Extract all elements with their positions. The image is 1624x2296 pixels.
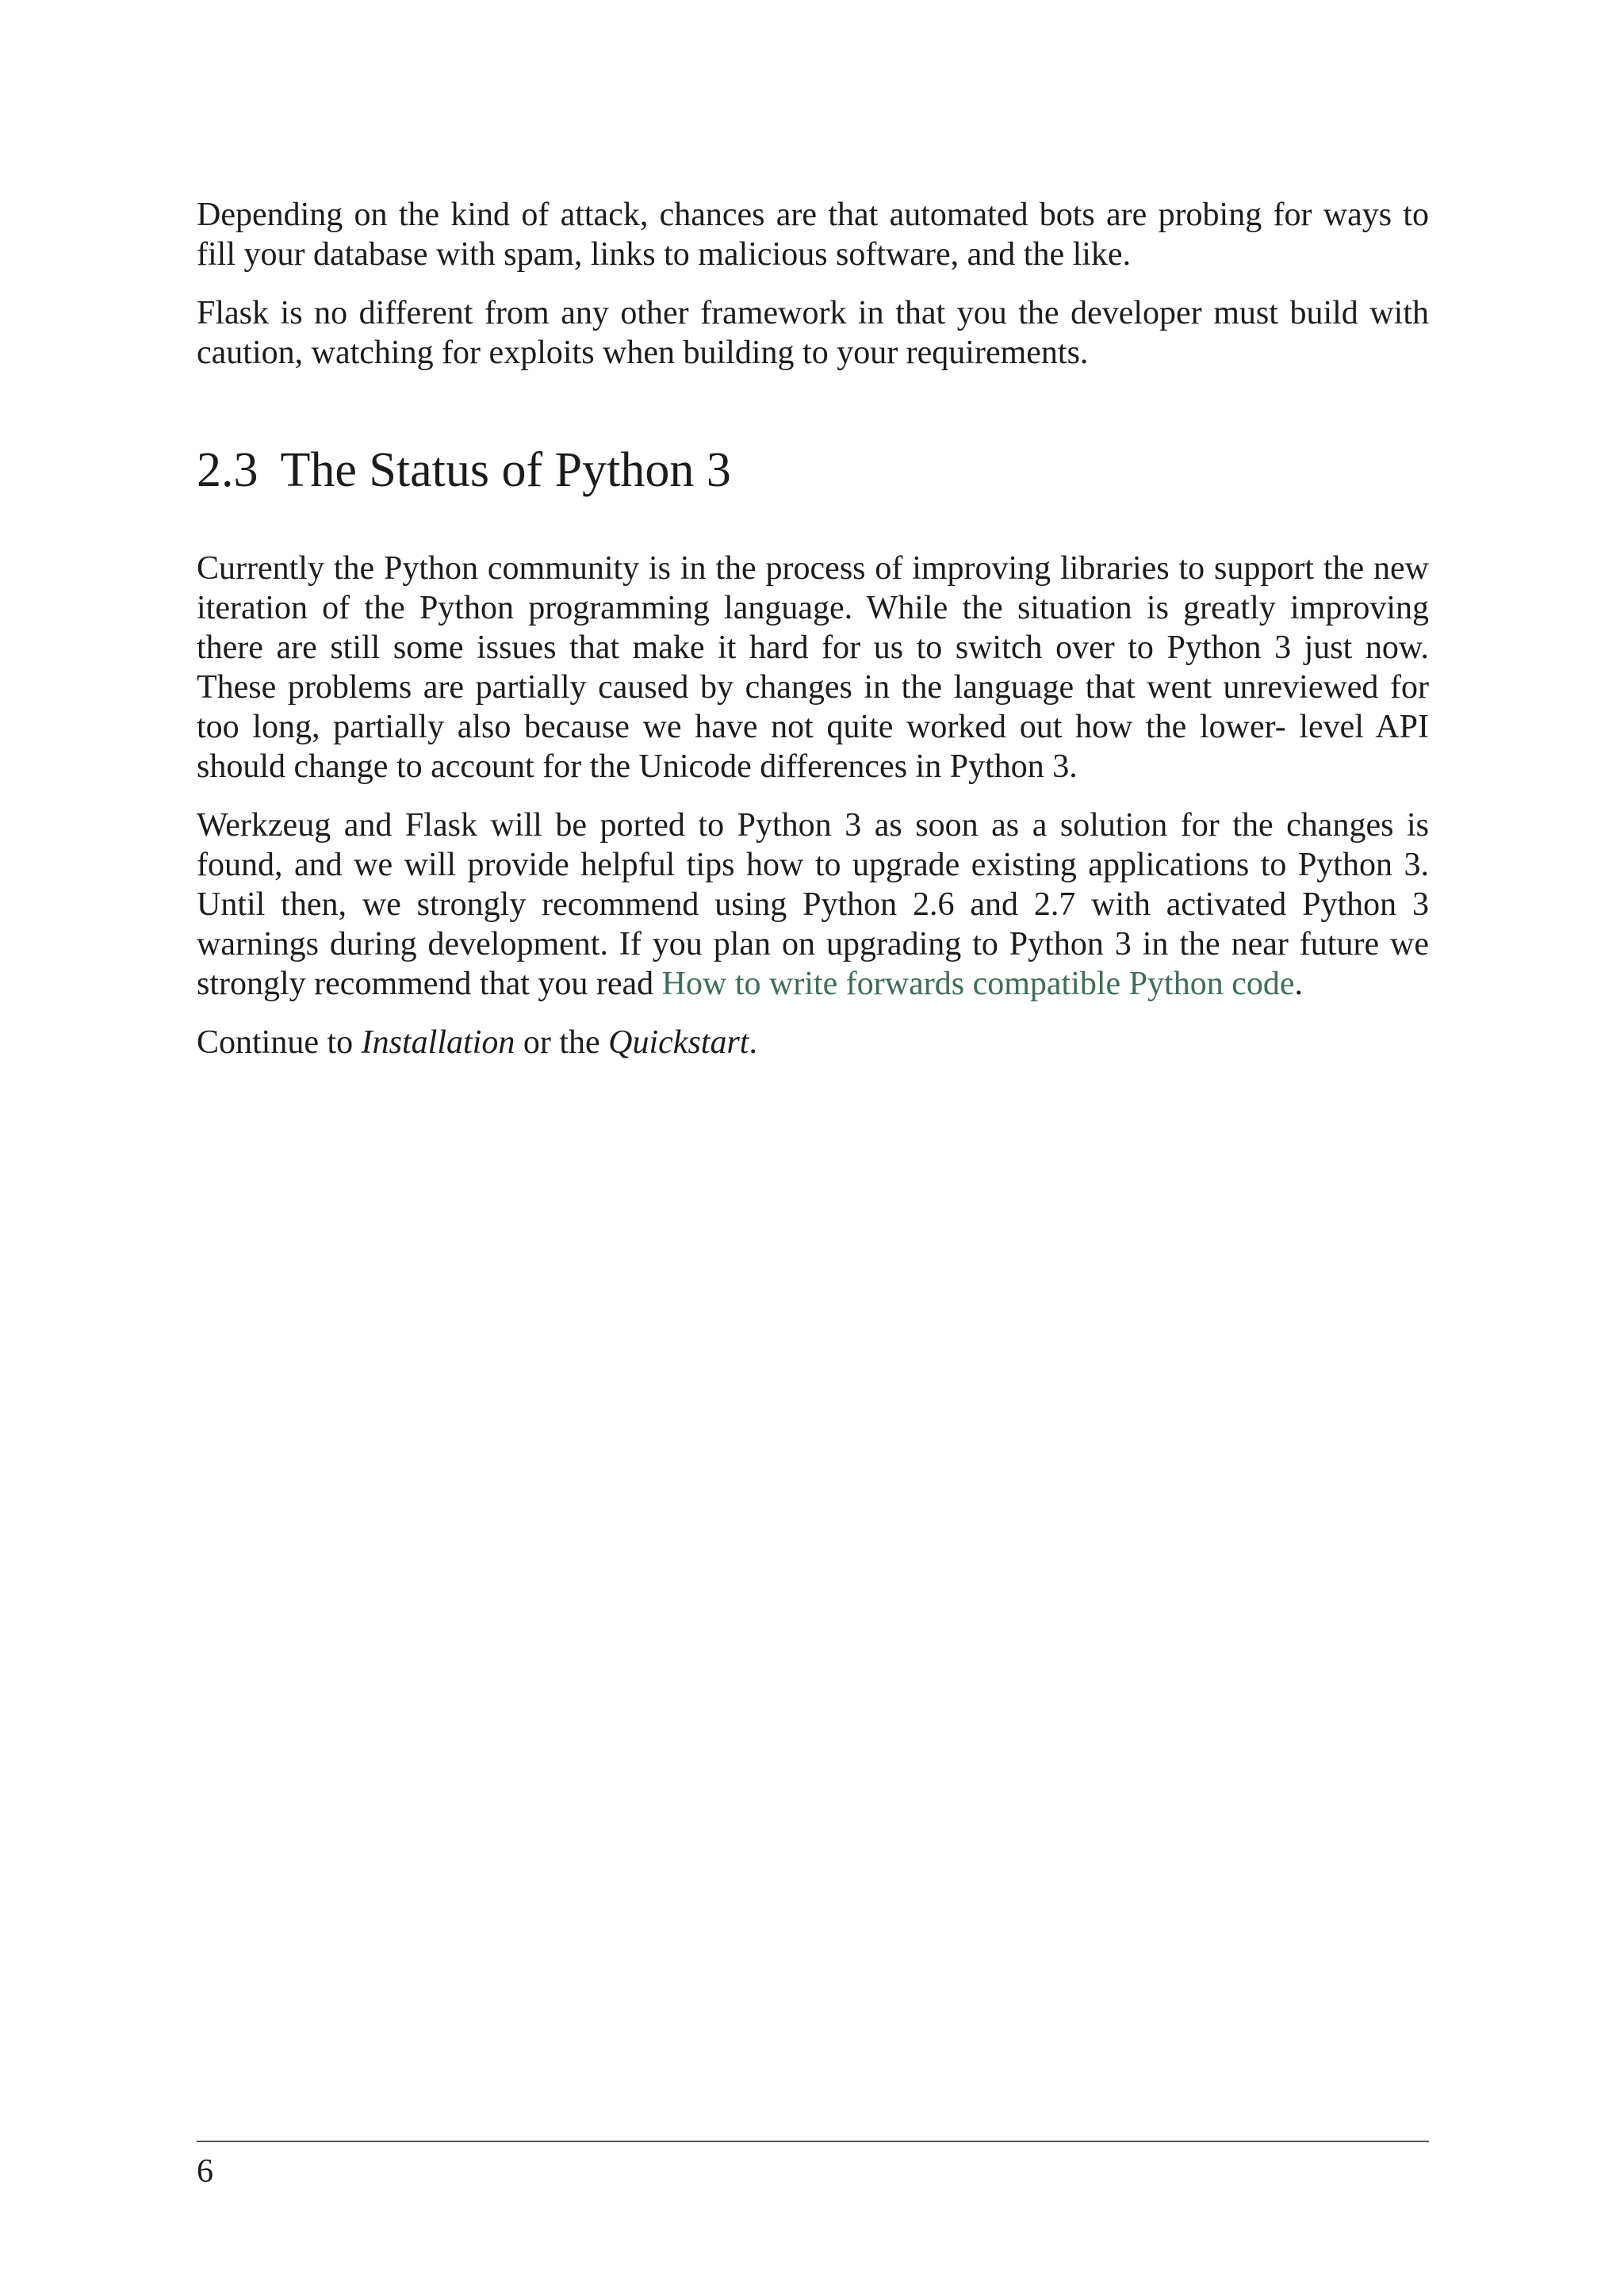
intro-paragraph-1: Depending on the kind of attack, chances are that automated bots are probing for ways to fill your database with spam, links to malicious software, and the like. — [197, 197, 1429, 273]
section-title: The Status of Python 3 — [280, 443, 731, 497]
continue-paragraph — [197, 1023, 1429, 1062]
page-number: 6 — [197, 2153, 213, 2190]
quickstart-link[interactable]: Quickstart — [608, 1024, 749, 1061]
page-content — [197, 195, 1429, 1081]
section-paragraph-1: Currently the Python community is in the process of improving libraries to support the new iteration of the Python programming language. While the situation is greatly improving there are still some issues that make it hard for us to switch over to Python 3 just now. These problems are partially caused by changes in the language that went unreviewed for too long, partially also because we have not quite worked out how the lower- level API should change to account for the Unicode differences in Python 3. — [197, 550, 1429, 785]
section-heading — [197, 442, 1429, 498]
intro-paragraph-2: Flask is no different from any other framework in that you the developer must build with caution, watching for exploits when building to your requirements. — [197, 295, 1429, 371]
installation-link[interactable]: Installation — [361, 1024, 515, 1061]
continue-prefix: Continue to — [197, 1024, 362, 1061]
section-paragraph-2-text: Werkzeug and Flask will be ported to Python 3 as soon as a solution for the changes is found, and we will provide helpful tips how to upgrade existing applications to Python 3. Until then, we strongly recommend using Python 2.6 and 2.7 with activated Python 3 warnings during development. If you plan on upgrading to Python 3 in the near future we strongly recommend that you read — [197, 807, 1429, 1002]
continue-end: . — [749, 1024, 757, 1061]
section-paragraph-2 — [197, 806, 1429, 1004]
continue-mid: or the — [515, 1024, 609, 1061]
section-number: 2.3 — [197, 443, 259, 497]
section-paragraph-2-end: . — [1294, 966, 1303, 1002]
footer-divider — [197, 2141, 1429, 2142]
forwards-compatible-python-link[interactable]: How to write forwards compatible Python code — [661, 966, 1295, 1002]
